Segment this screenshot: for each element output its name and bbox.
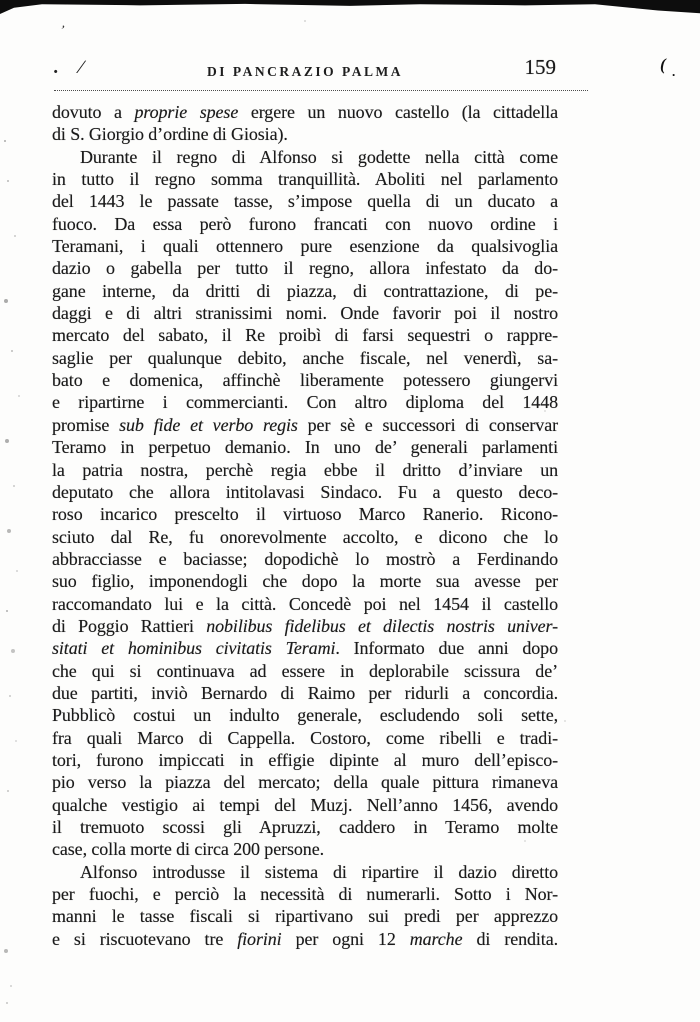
text-segment: del 1443 le passate tasse, s’impose quella di un ducato a [52, 191, 558, 212]
text-line [52, 168, 558, 190]
text-segment: di Poggio Rattieri [52, 615, 207, 636]
text-segment: la patria nostra, perchè regia ebbe il dritto d’inviare un [52, 459, 558, 480]
text-segment: in tutto il regno somma tranquillità. Aboliti nel parlamento [52, 169, 558, 190]
text-segment: Durante il regno di Alfonso si godette nella città come [80, 146, 558, 167]
text-line [52, 928, 558, 950]
text-line [52, 257, 558, 279]
text-segment: suo figlio, imponendogli che dopo la morte sua avesse per [52, 571, 558, 592]
text-line [52, 727, 558, 749]
text-line [52, 593, 558, 615]
text-segment: abbracciasse e baciasse; dopodichè lo mostrò a Ferdinando [52, 548, 558, 569]
text-line [52, 503, 558, 525]
italic-text-segment: fiorini [237, 928, 282, 949]
text-line [52, 347, 558, 369]
text-segment: e ripartirne i commercianti. Con altro diploma del 1448 [52, 392, 558, 413]
text-segment: di rendita. [462, 928, 558, 949]
text-line [52, 660, 558, 682]
text-line [52, 749, 558, 771]
text-line [52, 905, 558, 927]
text-line [52, 280, 558, 302]
text-segment: qualche vestigio ai tempi del Muzj. Nell’anno 1456, avendo [52, 794, 558, 815]
text-segment: Alfonso introdusse il sistema di ripartire il dazio diretto [80, 861, 558, 882]
text-segment: deputato che allora intitolavasi Sindaco. Fu a questo deco- [52, 481, 558, 502]
text-segment: gane interne, da dritti di piazza, di contrattazione, di pe- [52, 280, 558, 301]
text-segment: roso incarico prescelto il virtuoso Marco Ranerio. Ricono- [52, 504, 558, 525]
text-line [52, 213, 558, 235]
text-segment: saglie per qualunque debito, anche fiscale, nel venerdì, sa- [52, 347, 558, 368]
text-segment: daggi e di altri stranissimi nomi. Onde favorir poi il nostro [52, 303, 558, 324]
text-segment: dazio o gabella per tutto il regno, allora infestato da do- [52, 258, 558, 279]
text-segment: sciuto dal Re, fu onorevolmente accolto, e dicono che lo [52, 526, 558, 547]
page-number: 159 [524, 55, 556, 79]
text-segment: bato e domenica, affinchè liberamente potessero giungervi [52, 370, 558, 391]
text-line [52, 123, 558, 145]
text-line [52, 369, 558, 391]
text-line [52, 235, 558, 257]
text-line [52, 436, 558, 458]
text-line [52, 302, 558, 324]
italic-text-segment: sitati et hominibus civitatis Terami [52, 638, 336, 659]
text-segment: . Informato due anni dopo [335, 638, 558, 659]
text-segment: ergere un nuovo castello (la cittadella [238, 102, 558, 122]
text-segment: Teramani, i quali ottennero pure esenzione da qualsivoglia [52, 236, 558, 257]
text-line [52, 637, 558, 659]
body-text-block [52, 101, 558, 950]
text-line [52, 101, 558, 123]
text-line [52, 794, 558, 816]
running-header-title: DI PANCRAZIO PALMA [207, 64, 403, 79]
header-rule [54, 90, 588, 91]
text-segment: per ogni 12 [281, 928, 410, 949]
text-line [52, 771, 558, 793]
text-line [52, 146, 558, 168]
text-segment: due partiti, inviò Bernardo di Raimo per ridurli a concordia. [52, 682, 558, 703]
text-segment: per fuochi, e perciò la necessità di numerarli. Sotto i Nor- [52, 884, 558, 905]
text-segment: mercato del sabato, il Re proibì di farsi sequestri o rappre- [52, 325, 558, 346]
text-line [52, 861, 558, 883]
text-line [52, 459, 558, 481]
margin-pen-mark: . ∕ [54, 57, 91, 78]
text-segment: fuoco. Da essa però furono francati con nuovo ordine i [52, 213, 558, 234]
ink-speck-mark: ’ [57, 21, 67, 38]
text-line [52, 324, 558, 346]
text-segment: e si riscuotevano tre [52, 928, 238, 949]
italic-text-segment: marche [409, 928, 463, 949]
italic-text-segment: proprie spese [134, 102, 239, 122]
text-segment: per sè e successori di conservar [297, 414, 558, 435]
text-line [52, 883, 558, 905]
text-segment: che qui si continuava ad essere in deplorabile scissura de’ [52, 660, 558, 681]
text-segment: Teramo in perpetuo demanio. In uno de’ generali parlamenti [52, 437, 558, 458]
text-segment: dovuto a [52, 102, 135, 122]
text-line [52, 414, 558, 436]
text-line [52, 615, 558, 637]
text-line [52, 816, 558, 838]
scan-noise-speckles [4, 140, 6, 142]
text-line [52, 682, 558, 704]
text-line [52, 481, 558, 503]
text-line [52, 548, 558, 570]
text-line [52, 838, 558, 860]
text-segment: fra quali Marco di Cappella. Costoro, come ribelli e tradi- [52, 727, 558, 748]
text-segment: promise [52, 414, 120, 435]
text-segment: manni le tasse fiscali si ripartivano sui predi per apprezzo [52, 906, 558, 927]
text-segment: case, colla morte di circa 200 persone. [52, 839, 324, 860]
italic-text-segment: sub fide et verbo regis [119, 414, 298, 435]
text-segment: raccomandato lui e la città. Concedè poi nel 1454 il castello [52, 593, 558, 614]
text-line [52, 570, 558, 592]
scan-edge-artifact [0, 0, 700, 14]
text-segment: il tremuoto scossi gli Apruzzi, caddero in Teramo molte [52, 817, 558, 837]
page-edge-mark: ( [660, 55, 666, 74]
text-segment: pio verso la piazza del mercato; della quale pittura rimaneva [52, 772, 558, 793]
text-segment: Pubblicò costui un indulto generale, escludendo soli sette, [52, 705, 558, 726]
text-line [52, 526, 558, 548]
text-segment: di S. Giorgio d’ordine di Giosia). [52, 124, 288, 145]
text-line [52, 391, 558, 413]
text-segment: tori, furono impiccati in effigie dipinte al muro dell’episco- [52, 749, 558, 770]
text-line [52, 190, 558, 212]
italic-text-segment: nobilibus fidelibus et dilectis nostris univer- [206, 615, 558, 636]
text-line [52, 704, 558, 726]
page-edge-dot: . [672, 64, 676, 79]
